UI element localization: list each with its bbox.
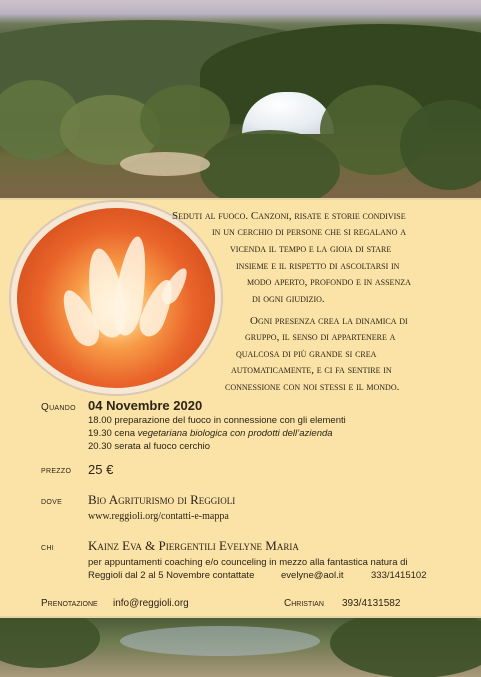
path-shape [120,152,210,176]
schedule-item [88,415,346,426]
venue-link[interactable]: www.reggioli.org/contatti-e-mappa [88,511,229,522]
intro-line: gruppo, il senso di appartenere a [245,331,396,343]
booking-email[interactable]: info@reggioli.org [113,598,189,609]
header-landscape-photo [0,0,481,198]
price-label: prezzo [41,465,72,476]
who-label: chi [41,542,54,553]
contact-name: Christian [284,598,324,609]
tree-shape [330,618,481,677]
schedule-item [88,428,333,439]
intro-line: qualcosa di più grande si crea [236,348,377,360]
when-label: Quando [41,402,76,413]
coaching-line: per appuntamenti coaching e/o counceling in mezzo alla fantastica natura di [88,557,408,568]
intro-line: Seduti al fuoco. Canzoni, risate e storie condivise [172,210,406,222]
schedule-item [88,441,210,452]
schedule-text: 19.30 cena [88,428,138,439]
tree-shape [0,618,100,668]
contact-phone: 393/4131582 [342,598,401,609]
intro-line: Ogni presenza crea la dinamica di [250,315,408,327]
coaching-phone: 333/1415102 [371,570,427,581]
hosts-name: Kainz Eva & Piergentili Evelyne Maria [88,538,299,553]
footer-landscape-photo [0,618,481,677]
price-value: 25 € [88,462,114,477]
schedule-text: 20.30 serata al fuoco cerchio [88,441,210,452]
where-label: dove [41,496,63,507]
booking-label: Prenotazione [41,598,98,609]
intro-line: modo aperto, profondo e in assenza [247,276,411,288]
intro-line: di ogni giudizio. [252,293,325,305]
schedule-text-italic: vegetariana biologica con prodotti dell’azienda [137,428,333,439]
water-shape [120,626,320,656]
coaching-line: Reggioli dal 2 al 5 Novembre contattate [88,570,255,581]
intro-line: automaticamente, e ci fa sentire in [231,364,392,376]
intro-line: vicenda il tempo e la gioia di stare [230,243,392,255]
venue-name: Bio Agriturismo di Reggioli [88,492,236,507]
intro-line: connessione con noi stessi e il mondo. [225,381,400,393]
intro-line: in un cerchio di persone che si regalano a [212,226,406,238]
divider [0,198,481,200]
tree-shape [200,130,340,198]
schedule-text: 18.00 preparazione del fuoco in connessione con gli elementi [88,415,346,426]
coaching-email[interactable]: evelyne@aol.it [281,570,344,581]
campfire-image [17,208,215,388]
intro-line: insieme e il rispetto di ascoltarsi in [236,260,400,272]
event-date: 04 Novembre 2020 [88,398,203,413]
